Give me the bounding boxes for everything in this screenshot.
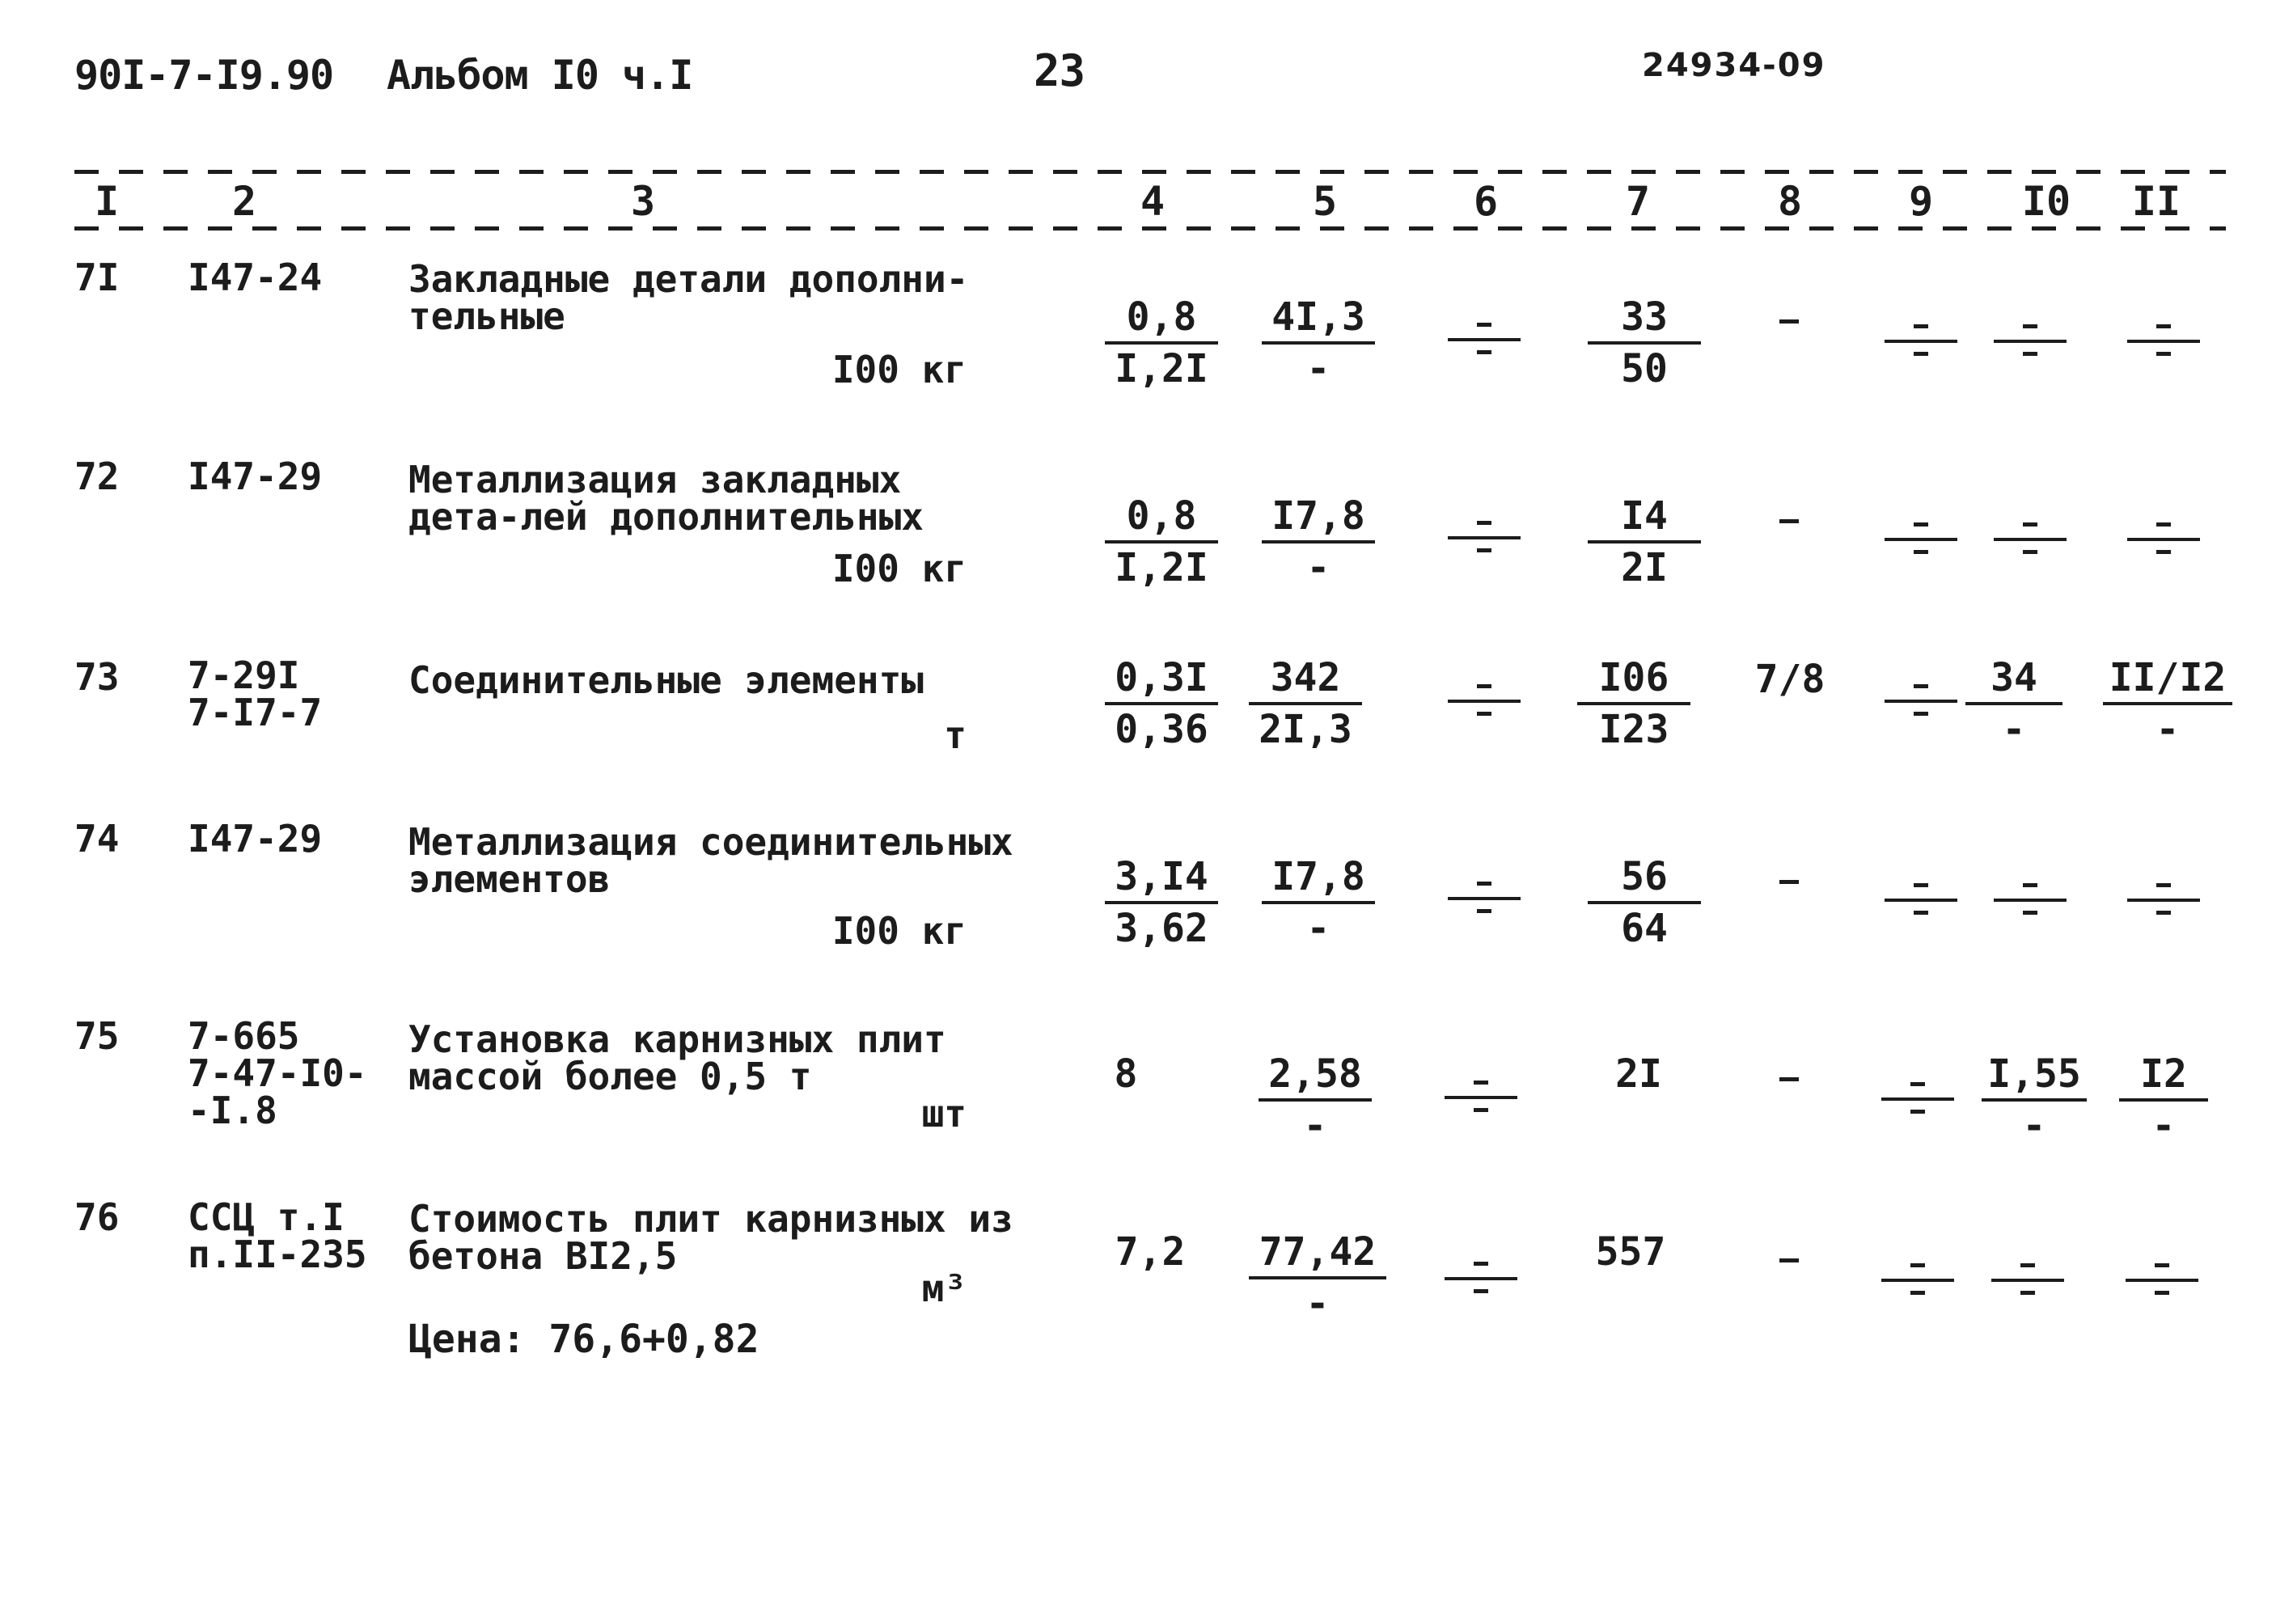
- numerator: 56: [1588, 852, 1701, 904]
- denominator: -: [1305, 1281, 1330, 1326]
- norm-code-line: п.II-235: [188, 1233, 367, 1276]
- col10-fraction: [1965, 653, 2062, 754]
- col8-dash: [1779, 1077, 1799, 1081]
- numerator: 0,8: [1105, 293, 1218, 345]
- unit-label: м³: [921, 1267, 967, 1310]
- norm-code-line: 7-29I: [188, 653, 300, 697]
- row-number: 73: [74, 655, 120, 699]
- col-header-9: 9: [1908, 178, 1934, 225]
- col7-value: 557: [1595, 1229, 1666, 1275]
- col5-fraction: [1249, 653, 1362, 754]
- col-header-5: 5: [1312, 178, 1338, 225]
- numerator: 34: [1965, 653, 2062, 705]
- col5-fraction: [1262, 293, 1375, 393]
- denominator: I23: [1598, 707, 1669, 752]
- col5-fraction: [1259, 1050, 1372, 1150]
- norm-code: [188, 256, 323, 299]
- col10-fraction: [1982, 1050, 2087, 1150]
- col4-fraction: [1105, 492, 1218, 592]
- col6-empty-mark: [1445, 1069, 1517, 1126]
- col11-empty-mark: [2127, 511, 2200, 568]
- col9-empty-mark: [1885, 511, 1957, 568]
- unit-label: I00 кг: [831, 547, 967, 590]
- col11-empty-mark: [2126, 1252, 2198, 1309]
- col6-empty-mark: [1445, 1250, 1517, 1307]
- numerator: I4: [1588, 492, 1701, 543]
- col-header-10: I0: [2021, 178, 2071, 225]
- col10-empty-mark: [1991, 1252, 2064, 1309]
- col7-fraction: [1588, 293, 1701, 393]
- denominator: 3,62: [1115, 906, 1208, 951]
- col-header-4: 4: [1140, 178, 1166, 225]
- col9-empty-mark: [1881, 1071, 1954, 1127]
- unit-label: т: [944, 713, 967, 757]
- work-description: Металлизация закладных дета-лей дополнительных: [408, 458, 924, 539]
- col-header-2: 2: [231, 178, 257, 225]
- col11-empty-mark: [2127, 872, 2200, 928]
- work-description: Соединительные элементы: [408, 658, 924, 702]
- col7-value: 2I: [1615, 1051, 1662, 1097]
- col9-empty-mark: [1885, 673, 1957, 730]
- col4-fraction: [1105, 293, 1218, 393]
- norm-code-line: ССЦ т.I: [188, 1195, 345, 1239]
- numerator: I,55: [1982, 1050, 2087, 1102]
- norm-code: [188, 817, 323, 861]
- col11-fraction: [2119, 1050, 2208, 1150]
- numerator: 33: [1588, 293, 1701, 345]
- col6-empty-mark: [1448, 510, 1521, 566]
- page-number: 23: [1034, 45, 1085, 96]
- col4-fraction: [1105, 653, 1218, 754]
- row-number: 74: [74, 817, 120, 861]
- denominator: 0,36: [1115, 707, 1208, 752]
- numerator: 3,I4: [1105, 852, 1218, 904]
- denominator: 64: [1621, 906, 1668, 951]
- col11-empty-mark: [2127, 313, 2200, 370]
- denominator: -: [2022, 1103, 2046, 1148]
- col8-dash: [1779, 1258, 1799, 1262]
- col10-empty-mark: [1994, 313, 2067, 370]
- work-description: Установка карнизных плит массой более 0,5 т: [408, 1017, 946, 1098]
- numerator: I7,8: [1262, 492, 1375, 543]
- denominator: 50: [1621, 346, 1668, 391]
- unit-label: I00 кг: [831, 348, 967, 391]
- col8-dash: [1779, 319, 1799, 324]
- col7-fraction: [1588, 492, 1701, 592]
- denominator: -: [1306, 545, 1331, 590]
- norm-code-line: I47-29: [188, 817, 323, 861]
- row-number: 75: [74, 1014, 120, 1058]
- col4-value: 8: [1114, 1051, 1138, 1097]
- col8-dash: [1779, 880, 1799, 884]
- numerator: I7,8: [1262, 852, 1375, 904]
- row-number: 72: [74, 455, 120, 498]
- numerator: 4I,3: [1262, 293, 1375, 345]
- col4-value: 7,2: [1115, 1229, 1186, 1275]
- col6-empty-mark: [1448, 673, 1521, 730]
- col-header-1: I: [94, 178, 120, 225]
- col-header-7: 7: [1625, 178, 1651, 225]
- col-header-3: 3: [630, 178, 656, 225]
- col7-fraction: [1588, 852, 1701, 953]
- header-rule-top: [74, 170, 2226, 174]
- norm-code-line: I47-29: [188, 455, 323, 498]
- col9-empty-mark: [1881, 1252, 1954, 1309]
- col9-empty-mark: [1885, 313, 1957, 370]
- norm-code: [188, 653, 323, 734]
- numerator: II/I2: [2103, 653, 2232, 705]
- denominator: -: [2156, 707, 2180, 752]
- denominator: -: [1306, 346, 1331, 391]
- numerator: 77,42: [1249, 1228, 1386, 1279]
- col4-fraction: [1105, 852, 1218, 953]
- norm-code-line: I47-24: [188, 256, 323, 299]
- row-number: 76: [74, 1195, 120, 1239]
- numerator: 0,3I: [1105, 653, 1218, 705]
- denominator: I,2I: [1115, 346, 1208, 391]
- unit-label: шт: [921, 1092, 967, 1136]
- norm-code: [188, 1014, 367, 1132]
- norm-code-line: 7-665: [188, 1014, 300, 1058]
- col5-fraction: [1262, 492, 1375, 592]
- denominator: 2I: [1621, 545, 1668, 590]
- col-header-8: 8: [1777, 178, 1803, 225]
- col10-empty-mark: [1994, 511, 2067, 568]
- norm-code-line: -I.8: [188, 1089, 277, 1132]
- denominator: 2I,3: [1259, 707, 1352, 752]
- col6-empty-mark: [1448, 870, 1521, 927]
- header-rule-bottom: [74, 226, 2226, 230]
- col11-fraction: [2103, 653, 2232, 754]
- work-description: Стоимость плит карнизных из бетона ВI2,5: [408, 1197, 1013, 1278]
- numerator: I06: [1577, 653, 1690, 705]
- work-description: Металлизация соединительных элементов: [408, 820, 1013, 901]
- norm-code-line: 7-I7-7: [188, 691, 323, 734]
- norm-code-line: 7-47-I0-: [188, 1051, 367, 1095]
- norm-code: [188, 1195, 367, 1276]
- album-label: Альбом I0 ч.I: [387, 52, 693, 99]
- col7-fraction: [1577, 653, 1690, 754]
- denominator: I,2I: [1115, 545, 1208, 590]
- doc-code: 90I-7-I9.90: [74, 52, 334, 99]
- col9-empty-mark: [1885, 872, 1957, 928]
- col6-empty-mark: [1448, 311, 1521, 368]
- denominator: -: [1306, 906, 1331, 951]
- col5-fraction: [1249, 1228, 1386, 1328]
- col8-dash: [1779, 519, 1799, 523]
- col8-value: 7/8: [1754, 657, 1826, 702]
- col10-empty-mark: [1994, 872, 2067, 928]
- numerator: 2,58: [1259, 1050, 1372, 1102]
- numerator: 0,8: [1105, 492, 1218, 543]
- inventory-number: 24934-09: [1642, 47, 1826, 84]
- row-number: 7I: [74, 256, 120, 299]
- col5-fraction: [1262, 852, 1375, 953]
- price-note: Цена: 76,6+0,82: [408, 1317, 759, 1362]
- denominator: -: [1303, 1103, 1327, 1148]
- denominator: -: [2151, 1103, 2176, 1148]
- numerator: I2: [2119, 1050, 2208, 1102]
- work-description: Закладные детали дополни-тельные: [408, 257, 969, 338]
- col-header-11: II: [2131, 178, 2181, 225]
- col-header-6: 6: [1473, 178, 1499, 225]
- norm-code: [188, 455, 323, 498]
- unit-label: I00 кг: [831, 909, 967, 953]
- denominator: -: [2002, 707, 2026, 752]
- numerator: 342: [1249, 653, 1362, 705]
